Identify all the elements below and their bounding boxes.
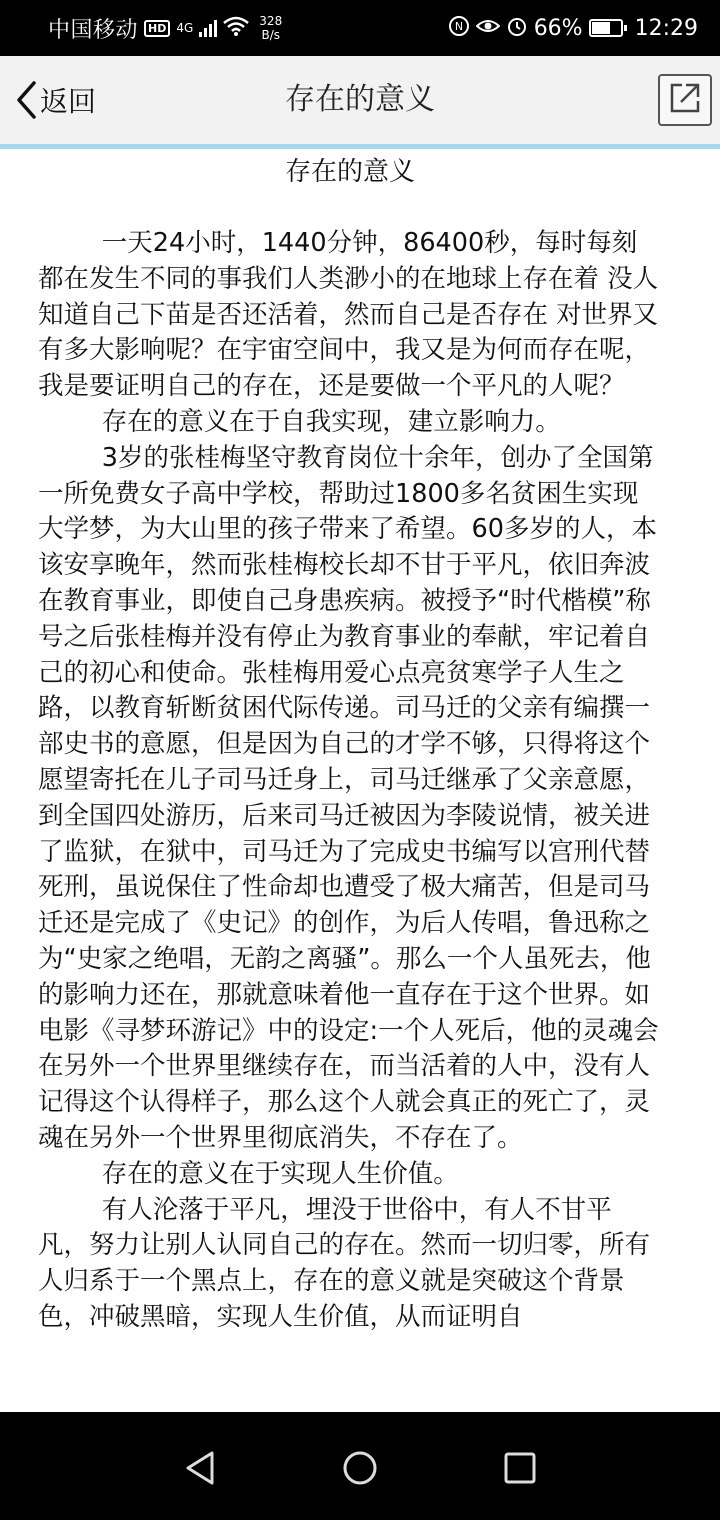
- nav-back-button[interactable]: [180, 1448, 220, 1488]
- share-button[interactable]: [658, 74, 712, 126]
- nav-recent-button[interactable]: [500, 1448, 540, 1488]
- page-title: 存在的意义: [285, 82, 435, 117]
- article-title: 存在的意义: [284, 157, 415, 187]
- carrier-name: 中国移动: [48, 17, 139, 43]
- nav-home-button[interactable]: [340, 1448, 380, 1488]
- battery-icon: [589, 19, 623, 37]
- network-speed: [259, 14, 282, 42]
- triangle-back-icon: [180, 1448, 220, 1488]
- alarm-icon: [506, 15, 528, 42]
- wifi-icon: [223, 16, 249, 41]
- status-bar: [0, 0, 720, 56]
- article-paragraph: 有人沦落于平凡，埋没于世俗中，有人不甘平凡，努力让别人认同自己的存在。然而一切归零，所有人归系于一个黑点上，存在的意义就是突破这个背景色，冲破黑暗，实现人生价值，从而证明自: [38, 1194, 651, 1332]
- app-header: [0, 56, 720, 144]
- battery-percent: 66%: [533, 15, 583, 41]
- speed-unit: B/s: [261, 28, 281, 42]
- article-paragraph: 存在的意义在于实现人生价值。: [101, 1158, 459, 1189]
- network-type: 4G: [176, 21, 194, 35]
- status-left: [48, 13, 282, 44]
- external-link-icon: [668, 81, 702, 119]
- clock: 12:29: [634, 15, 698, 41]
- svg-text:N: N: [454, 19, 463, 33]
- nfc-icon: [448, 15, 470, 42]
- article-content[interactable]: [38, 150, 662, 1412]
- article-paragraph: 3岁的张桂梅坚守教育岗位十余年，创办了全国第一所免费女子高中学校，帮助过1800多名贫困生实现大学梦，为大山里的孩子带来了希望。60多岁的人，本该安享晚年，然而张桂梅校长却不甘于平凡，依旧奔波在教育事业，即使自己身患疾病。被授予“时代楷模”称号之后张桂梅并没有停止为教育事业的奉献，牢记着自己的初心和使命。张桂梅用爱心点亮贫寒学子人生之路，以教育斩断贫困代际传递。司马迁的父亲有编撰一部史书的意愿，但是因为自己的才学不够，只得将这个愿望寄托在儿子司马迁身上，司马迁继承了父亲意愿，到全国四处游历，后来司马迁被因为李陵说情，被关进了监狱，在狱中，司马迁为了完成史书编写以宫刑代替死刑，虽说保住了性命却也遭受了极大痛苦，但是司马迁还是完成了《史记》的创作，为后人传唱，鲁迅称之为“史家之绝唱，无韵之离骚”。那么一个人虽死去，他的影响力还在，那就意味着他一直存在于这个世界。如电影《寻梦环游记》中的设定:一个人死后，他的灵魂会在另外一个世界里继续存在，而当活着的人中，没有人记得这个认得样子，那么这个人就会真正的死亡了，灵魂在另外一个世界里彻底消失，不存在了。: [38, 442, 659, 1153]
- square-recent-icon: [500, 1448, 540, 1488]
- article-paragraph: 一天24小时，1440分钟，86400秒，每时每刻都在发生不同的事我们人类渺小的在地球上存在着 没人知道自己下苗是否还活着，然而自己是否存在 对世界又有多大影响呢？在宇宙空间中，我又是为何而存在呢，我是要证明自己的存在，还是要做一个平凡的人呢？: [38, 228, 659, 402]
- back-label: 返回: [40, 85, 97, 118]
- circle-home-icon: [340, 1448, 380, 1488]
- speed-value: 328: [259, 14, 283, 28]
- hd-icon: HD: [144, 20, 170, 37]
- signal-icon: [199, 19, 217, 37]
- header-divider: [0, 144, 720, 149]
- status-right: [448, 15, 698, 42]
- navigation-bar: [0, 1412, 720, 1520]
- article-paragraph: 存在的意义在于自我实现，建立影响力。: [101, 406, 561, 437]
- eye-icon: [476, 16, 500, 41]
